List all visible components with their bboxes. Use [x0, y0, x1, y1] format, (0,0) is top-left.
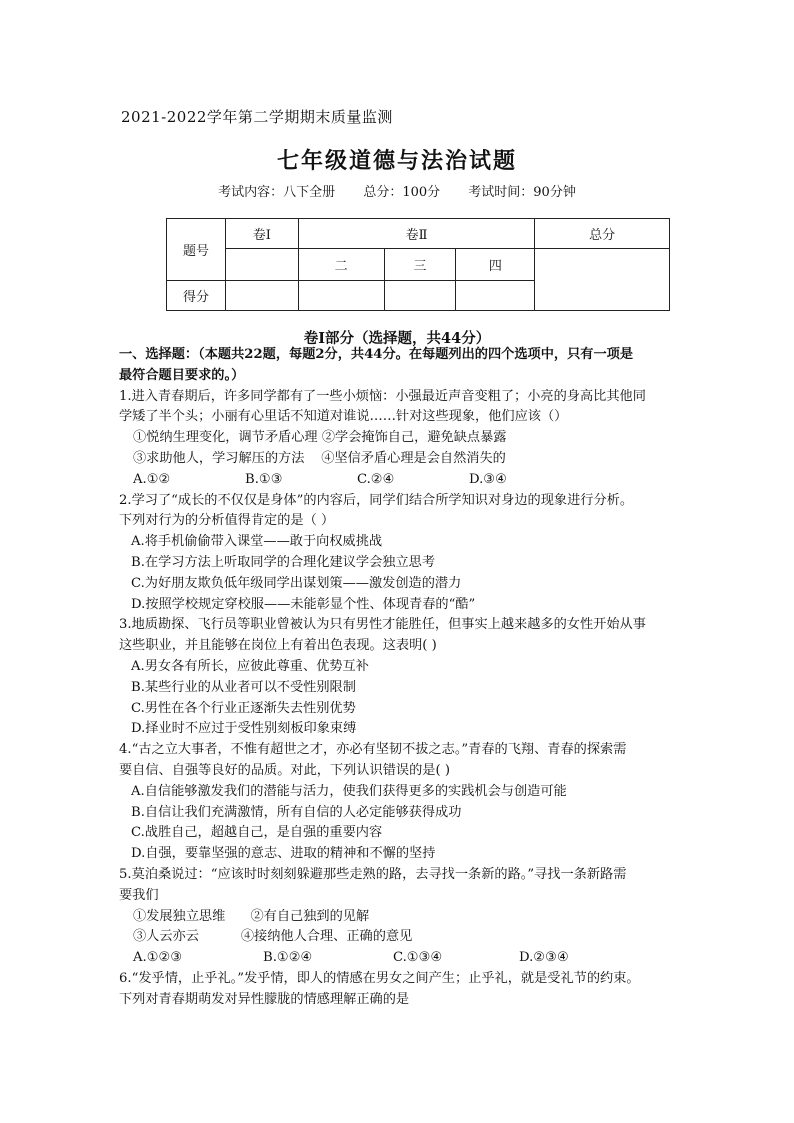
score-cell-juan1[interactable] — [225, 280, 298, 310]
answer-options — [119, 948, 679, 969]
question-stem: 要我们 — [119, 887, 159, 903]
section-title: 卷Ⅰ部分（选择题，共44分） — [303, 330, 491, 347]
question-stem: 2.学习了“成长的不仅仅是身体”的内容后，同学们结合所学知识对身边的现象进行分析。 — [119, 492, 633, 508]
score-cell-er[interactable] — [298, 280, 384, 310]
question-body — [119, 345, 679, 1011]
answer-option[interactable]: D.按照学校规定穿校服——未能彰显个性、体现青春的“酷” — [131, 596, 476, 612]
score-header-tihao: 题号 — [167, 219, 226, 281]
answer-option[interactable]: C.①③④ — [393, 950, 443, 966]
question-stem: 5.莫泊桑说过：“应该时时刻刻躲避那些走熟的路，去寻找一条新的路。”寻找一条新路需 — [119, 866, 627, 882]
question-stem: 下列对行为的分析值得肯定的是（ ） — [119, 513, 335, 529]
question-item: ③人云亦云 ④接纳他人合理、正确的意见 — [133, 929, 413, 945]
answer-option[interactable]: C.战胜自己，超越自己，是自强的重要内容 — [131, 825, 383, 841]
score-total-cell[interactable] — [535, 249, 670, 311]
score-header-total: 总分 — [535, 219, 670, 249]
answer-option[interactable]: A.男女各有所长，应彼此尊重、优势互补 — [131, 658, 369, 674]
question-stem: 6.“发乎情，止乎礼。”发乎情，即人的情感在男女之间产生；止乎礼，就是受礼节的约束。 — [119, 970, 640, 986]
score-table — [166, 218, 670, 311]
answer-option[interactable]: B.在学习方法上听取同学的合理化建议学会独立思考 — [131, 554, 436, 570]
exam-header: 2021-2022学年第二学期期末质量监测 — [121, 108, 393, 126]
answer-option[interactable]: C.②④ — [357, 471, 395, 487]
exam-total: 总分：100分 — [363, 185, 441, 200]
instructions-line: 最符合题目要求的。） — [119, 367, 245, 383]
score-cell-empty — [225, 249, 298, 280]
question-item: ③求助他人，学习解压的方法 ④坚信矛盾心理是会自然消失的 — [133, 450, 506, 466]
question-stem: 要自信、自强等良好的品质。对此，下列认识错误的是( ) — [119, 762, 450, 778]
answer-option[interactable]: D.择业时不应过于受性别刻板印象束缚 — [131, 721, 357, 737]
exam-time: 考试时间：90分钟 — [468, 185, 576, 200]
score-cell-si[interactable] — [456, 280, 535, 310]
answer-option[interactable]: C.为好朋友欺负低年级同学出谋划策——激发创造的潜力 — [131, 575, 462, 591]
question-stem: 4.“古之立大事者，不惟有超世之才，亦必有坚韧不拔之志。”青春的飞翔、青春的探索需 — [119, 742, 627, 758]
question-item: ①发展独立思维 ②有自己独到的见解 — [133, 908, 370, 924]
answer-option[interactable]: B.①②④ — [263, 950, 313, 966]
answer-option[interactable]: C.男性在各个行业正逐渐失去性别优势 — [131, 700, 356, 716]
score-header-juan2: 卷Ⅱ — [298, 219, 535, 249]
question-stem: 下列对青春期萌发对异性朦胧的情感理解正确的是 — [119, 991, 410, 1007]
score-header-si: 四 — [456, 249, 535, 280]
question-stem: 3.地质勘探、飞行员等职业曾被认为只有男性才能胜任，但事实上越来越多的女性开始从事 — [119, 617, 646, 633]
answer-option[interactable]: A.①②③ — [133, 950, 183, 966]
score-cell-san[interactable] — [384, 280, 456, 310]
question-stem: 1.进入青春期后，许多同学都有了一些小烦恼：小强最近声音变粗了；小亮的身高比其他同 — [119, 388, 646, 404]
instructions-line: 一、选择题：（本题共22题，每题2分，共44分。在每题列出的四个选项中，只有一项是 — [119, 347, 634, 362]
question-item: ①悦纳生理变化，调节矛盾心理 ②学会掩饰自己，避免缺点暴露 — [133, 430, 507, 446]
score-header-san: 三 — [384, 249, 456, 280]
answer-option[interactable]: B.自信让我们充满激情，所有自信的人必定能够获得成功 — [131, 804, 462, 820]
answer-option[interactable]: B.某些行业的从业者可以不受性别限制 — [131, 679, 356, 695]
answer-option[interactable]: B.①③ — [245, 471, 283, 487]
answer-option[interactable]: D.③④ — [469, 471, 507, 487]
answer-option[interactable]: A.将手机偷偷带入课堂——敢于向权威挑战 — [131, 534, 383, 550]
question-stem: 学矮了半个头；小丽有心里话不知道对谁说……针对这些现象，他们应该（） — [119, 409, 568, 425]
score-header-er: 二 — [298, 249, 384, 280]
exam-info — [0, 181, 794, 200]
answer-option[interactable]: A.自信能够激发我们的潜能与活力，使我们获得更多的实践机会与创造可能 — [131, 783, 567, 799]
answer-option[interactable]: D.②③④ — [519, 950, 569, 966]
exam-content: 考试内容：八下全册 — [218, 185, 336, 200]
page-title: 七年级道德与法治试题 — [276, 148, 517, 174]
answer-option[interactable]: A.①② — [133, 471, 171, 487]
question-stem: 这些职业，并且能够在岗位上有着出色表现。这表明( ) — [119, 638, 437, 654]
score-row-defen: 得分 — [167, 280, 226, 310]
answer-options — [119, 470, 679, 491]
answer-option[interactable]: D.自强，要靠坚强的意志、进取的精神和不懈的坚持 — [131, 846, 436, 862]
score-header-juan1: 卷Ⅰ — [225, 219, 298, 249]
